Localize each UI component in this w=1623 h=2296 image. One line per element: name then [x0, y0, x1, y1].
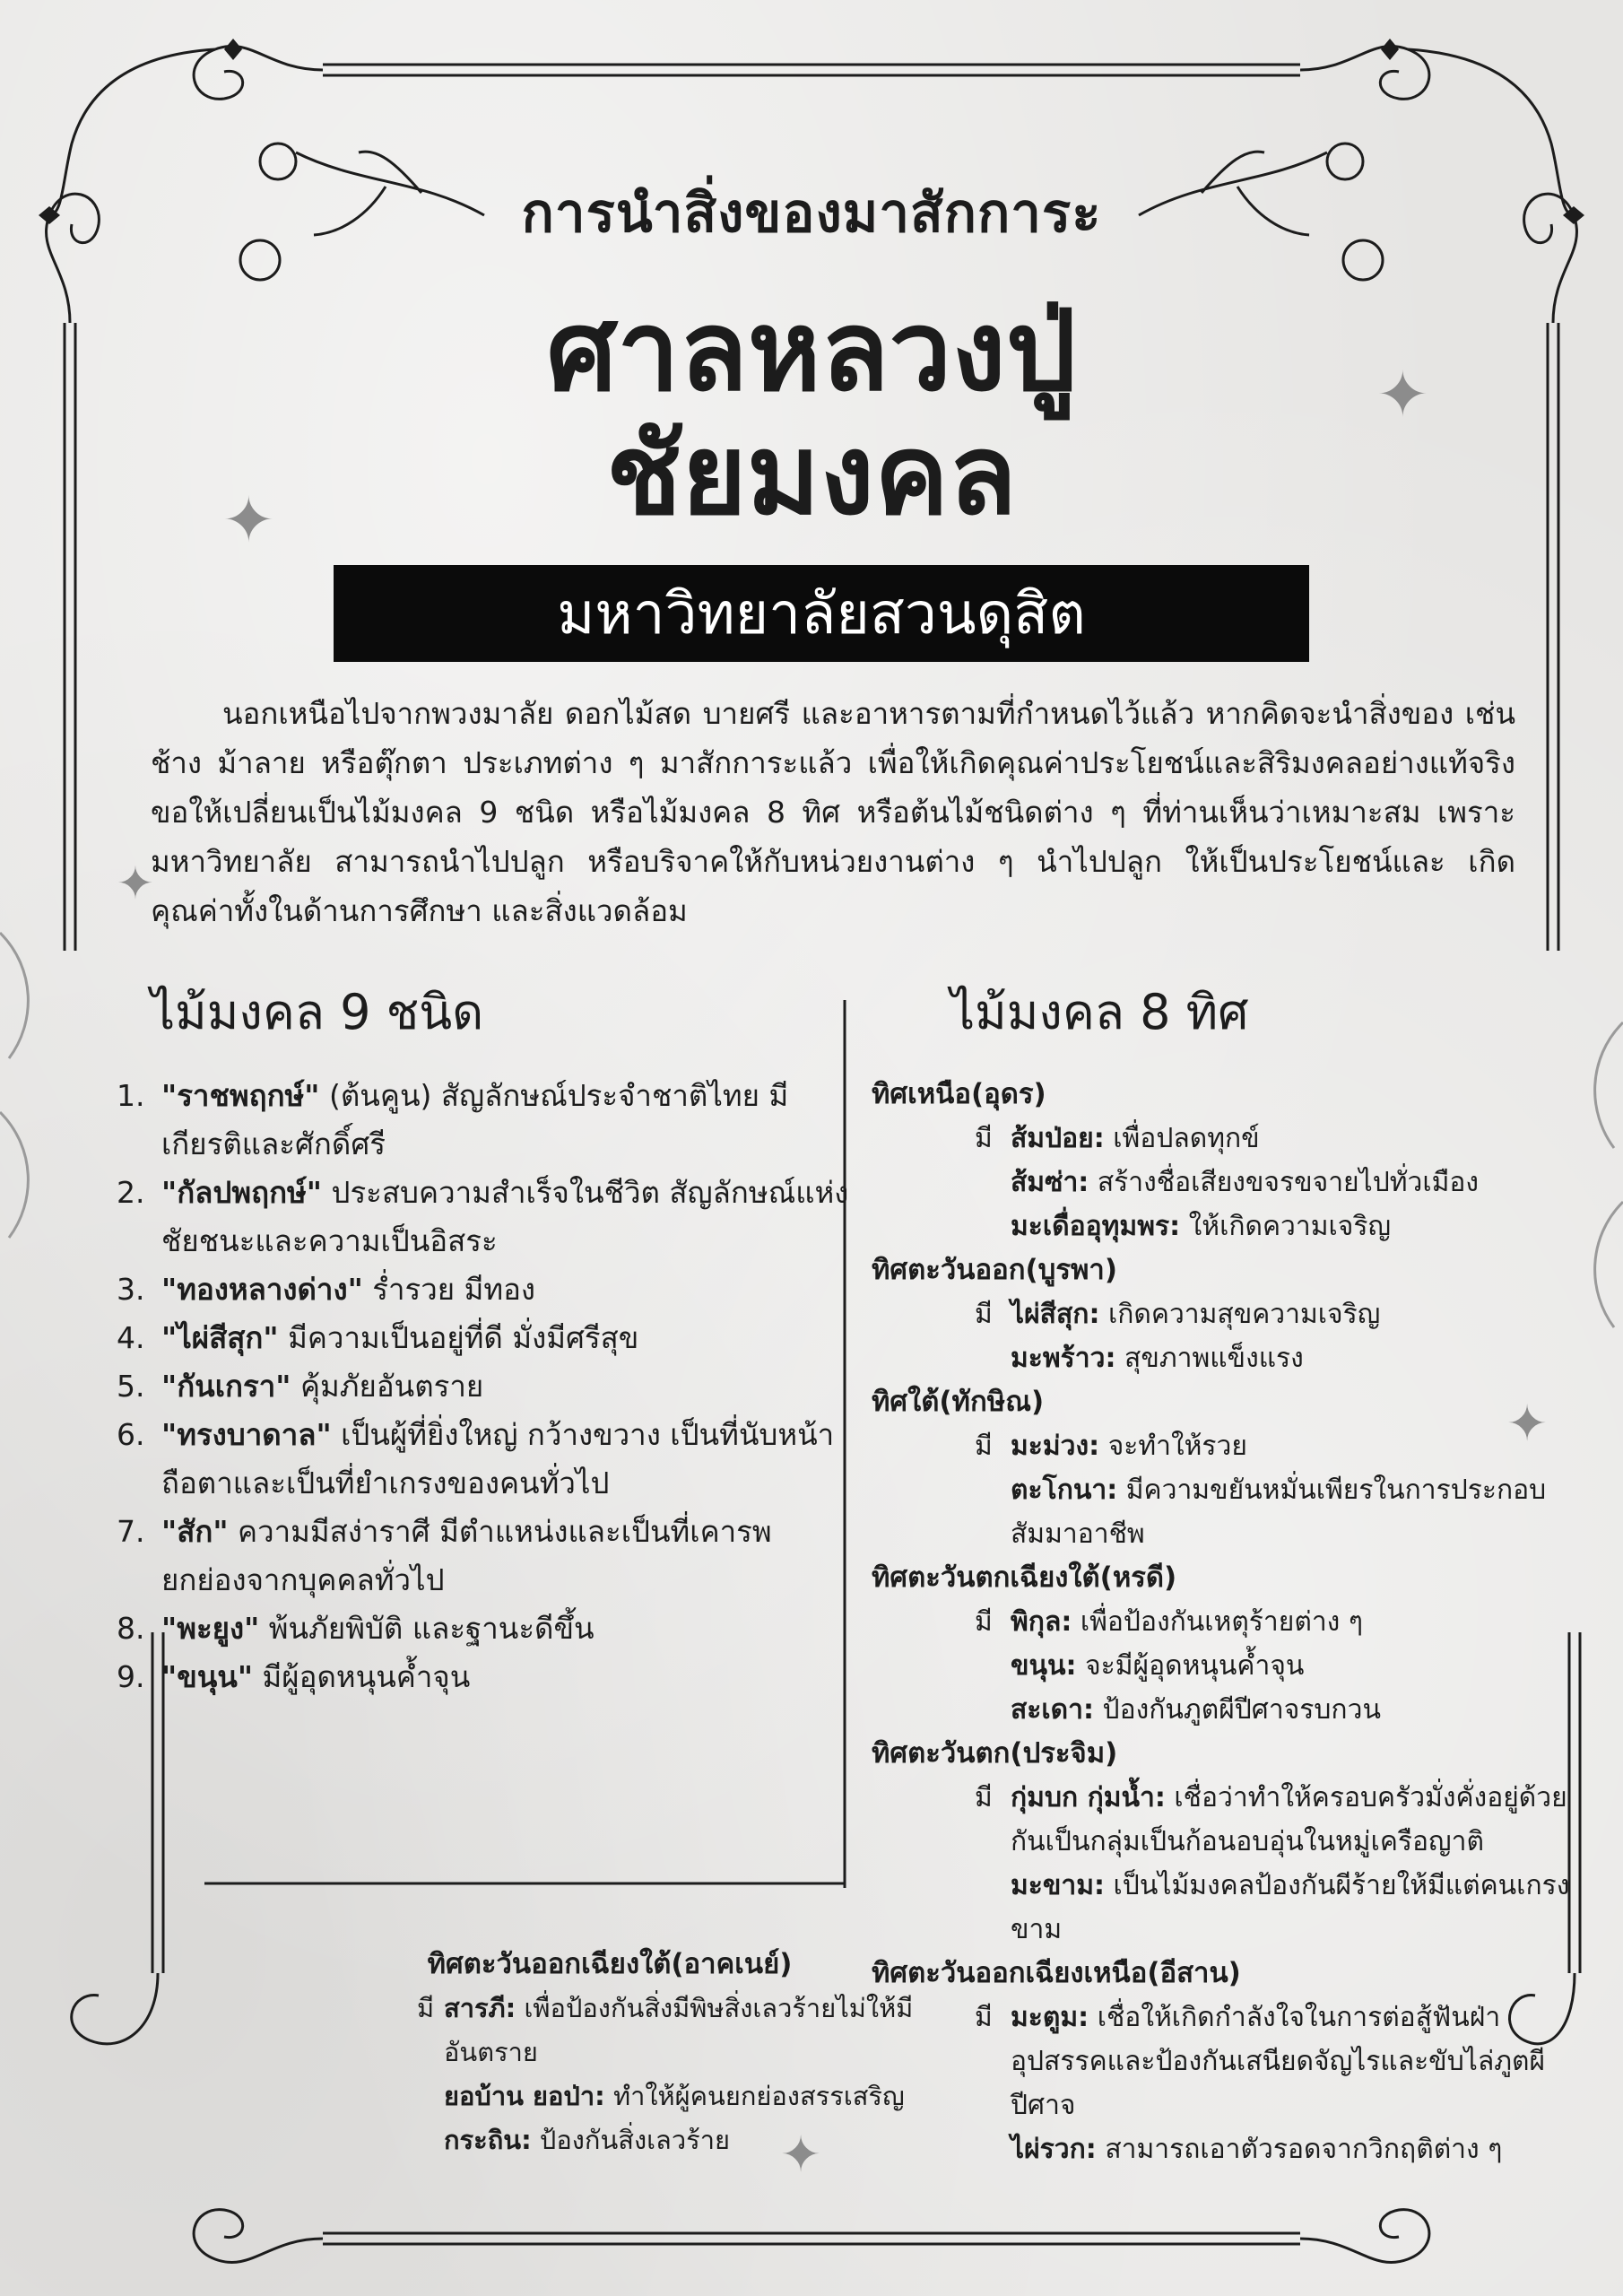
direction-title: ทิศตะวันตกเฉียงใต้(หรดี) — [872, 1561, 1177, 1594]
plant-entry: มี พิกุล: เพื่อป้องกันเหตุร้ายต่าง ๆ — [975, 1606, 1363, 1638]
list-item: 3. "ทองหลางด่าง" ร่ำรวย มีทอง — [117, 1272, 536, 1307]
direction-title: ทิศตะวันออกเฉียงใต้(อาคเนย์) — [427, 1948, 793, 1980]
direction-east — [872, 1248, 1571, 1380]
list-item: 9. "ขนุน" มีผู้อุดหนุนค้ำจุน — [117, 1659, 471, 1694]
nine-trees-list — [117, 1072, 852, 1701]
plant-entry: ตะโกนา: มีความขยันหมั่นเพียรในการประกอบสัมมาอาชีพ — [1011, 1474, 1547, 1550]
eight-directions-heading: ไม้มงคล 8 ทิศ — [950, 984, 1249, 1040]
sparkle-icon: ✦ — [780, 2126, 822, 2183]
title-line-1: ศาลหลวงปู่ — [546, 287, 1077, 416]
sparkle-icon: ✦ — [1506, 1395, 1549, 1452]
list-item: 6. "ทรงบาดาล" เป็นผู้ที่ยิ่งใหญ่ กว้างขวาง เป็นที่นับหน้าถือตาและเป็นที่ยำเกรงของคนทั่วไป — [117, 1417, 835, 1500]
intro-paragraph — [151, 689, 1515, 935]
plant-entry: มี สารภี: เพื่อป้องกันสิ่งมีพิษสิ่งเลวร้ายไม่ให้มีอันตราย — [417, 1993, 914, 2067]
banner-text: มหาวิทยาลัยสวนดุสิต — [557, 581, 1086, 648]
list-item: 5. "กันเกรา" คุ้มภัยอันตราย — [117, 1369, 484, 1404]
plant-entry: มะพร้าว: สุขภาพแข็งแรง — [1011, 1343, 1304, 1374]
subtitle: การนำสิ่งของมาสักการะ — [521, 182, 1102, 245]
list-item: 1. "ราชพฤกษ์" (ต้นคูน) สัญลักษณ์ประจำชาติไทย มีเกียรติและศักดิ์ศรี — [117, 1078, 789, 1161]
direction-title: ทิศตะวันตก(ประจิม) — [872, 1737, 1118, 1770]
plant-entry: สะเดา: ป้องกันภูตผีปีศาจรบกวน — [1011, 1694, 1381, 1726]
university-banner — [334, 565, 1309, 662]
direction-southeast — [269, 1943, 915, 2162]
intro-text: นอกเหนือไปจากพวงมาลัย ดอกไม้สด บายศรี และอาหารตามที่กำหนดไว้แล้ว หากคิดจะนำสิ่งของ เช่น ช้าง ม้าลาย หรือตุ๊กตา ประเภทต่าง ๆ มาสักการะแล้ว เพื่อให้เกิดคุณค่าประโยชน์และสิริมงคลอย่างแท้จริง ขอให้เปลี่ยนเป็นไม้มงคล 9 ชนิด หรือไม้มงคล 8 ทิศ หรือต้นไม้ชนิดต่าง ๆ ที่ท่านเห็นว่าเหมาะสม เพราะมหาวิทยาลัย สามารถนำไปปลูก หรือบริจาคให้กับหน่วยงานต่าง ๆ นำไปปลูก ให้เป็นประโยชน์และ เกิดคุณค่าทั้งในด้านการศึกษา และสิ่งแวดล้อม — [151, 696, 1515, 928]
direction-south — [872, 1380, 1571, 1556]
direction-north — [872, 1073, 1571, 1248]
plant-entry: มะเดื่ออุทุมพร: ให้เกิดความเจริญ — [1011, 1211, 1392, 1242]
list-item: 8. "พะยูง" พ้นภัยพิบัติ และฐานะดีขึ้น — [117, 1611, 595, 1646]
plant-entry: ไผ่รวก: สามารถเอาตัวรอดจากวิกฤติต่าง ๆ — [1011, 2134, 1503, 2165]
direction-west — [872, 1732, 1571, 1952]
plant-entry: มี มะม่วง: จะทำให้รวย — [975, 1431, 1247, 1462]
plant-entry: มี ไผ่สีสุก: เกิดความสุขความเจริญ — [975, 1299, 1381, 1330]
plant-entry: มะขาม: เป็นไม้มงคลป้องกันผีร้ายให้มีแต่คนเกรงขาม — [1011, 1870, 1570, 1945]
eight-directions-list — [872, 1073, 1571, 2171]
list-item: 4. "ไผ่สีสุก" มีความเป็นอยู่ที่ดี มั่งมีศรีสุข — [117, 1320, 639, 1355]
list-item: 7. "สัก" ความมีสง่าราศี มีตำแหน่งและเป็นที่เคารพยกย่องจากบุคคลทั่วไป — [117, 1514, 772, 1597]
plant-entry: มี กุ่มบก กุ่มน้ำ: เชื่อว่าทำให้ครอบครัวมั่งคั่งอยู่ด้วยกันเป็นกลุ่มเป็นก้อนอบอุ่นในหมู่เครือญาติ — [975, 1782, 1567, 1857]
sparkle-icon: ✦ — [1376, 358, 1429, 431]
plant-entry: ยอบ้าน ยอป่า: ทำให้ผู้คนยกย่องสรรเสริญ — [444, 2081, 905, 2111]
list-item: 2. "กัลปพฤกษ์" ประสบความสำเร็จในชีวิต สัญลักษณ์แห่งชัยชนะและความเป็นอิสระ — [117, 1175, 849, 1258]
direction-title: ทิศตะวันออกเฉียงเหนือ(อีสาน) — [872, 1957, 1241, 1989]
plant-entry: มี ส้มป่อย: เพื่อปลดทุกข์ — [975, 1123, 1260, 1154]
plant-entry: กระถิน: ป้องกันสิ่งเลวร้าย — [444, 2125, 730, 2155]
direction-title: ทิศใต้(ทักษิณ) — [872, 1386, 1045, 1418]
direction-northeast — [872, 1952, 1571, 2171]
sparkle-icon: ✦ — [222, 483, 275, 557]
plant-entry: มี มะตูม: เชื่อให้เกิดกำลังใจในการต่อสู้ฟันฝ่าอุปสรรคและป้องกันเสนียดจัญไรและขับไล่ภูตผีปีศาจ — [975, 2002, 1546, 2121]
plant-entry: ส้มซ่า: สร้างชื่อเสียงขจรขจายไปทั่วเมือง — [1011, 1167, 1480, 1198]
direction-title: ทิศตะวันออก(บูรพา) — [872, 1254, 1118, 1286]
plant-entry: ขนุน: จะมีผู้อุดหนุนค้ำจุน — [1011, 1650, 1305, 1682]
nine-trees-heading: ไม้มงคล 9 ชนิด — [151, 984, 484, 1040]
direction-southwest — [872, 1556, 1571, 1732]
title-line-2: ชัยมงคล — [605, 411, 1018, 540]
direction-title: ทิศเหนือ(อุดร) — [872, 1078, 1046, 1110]
sparkle-icon: ✦ — [117, 857, 154, 909]
